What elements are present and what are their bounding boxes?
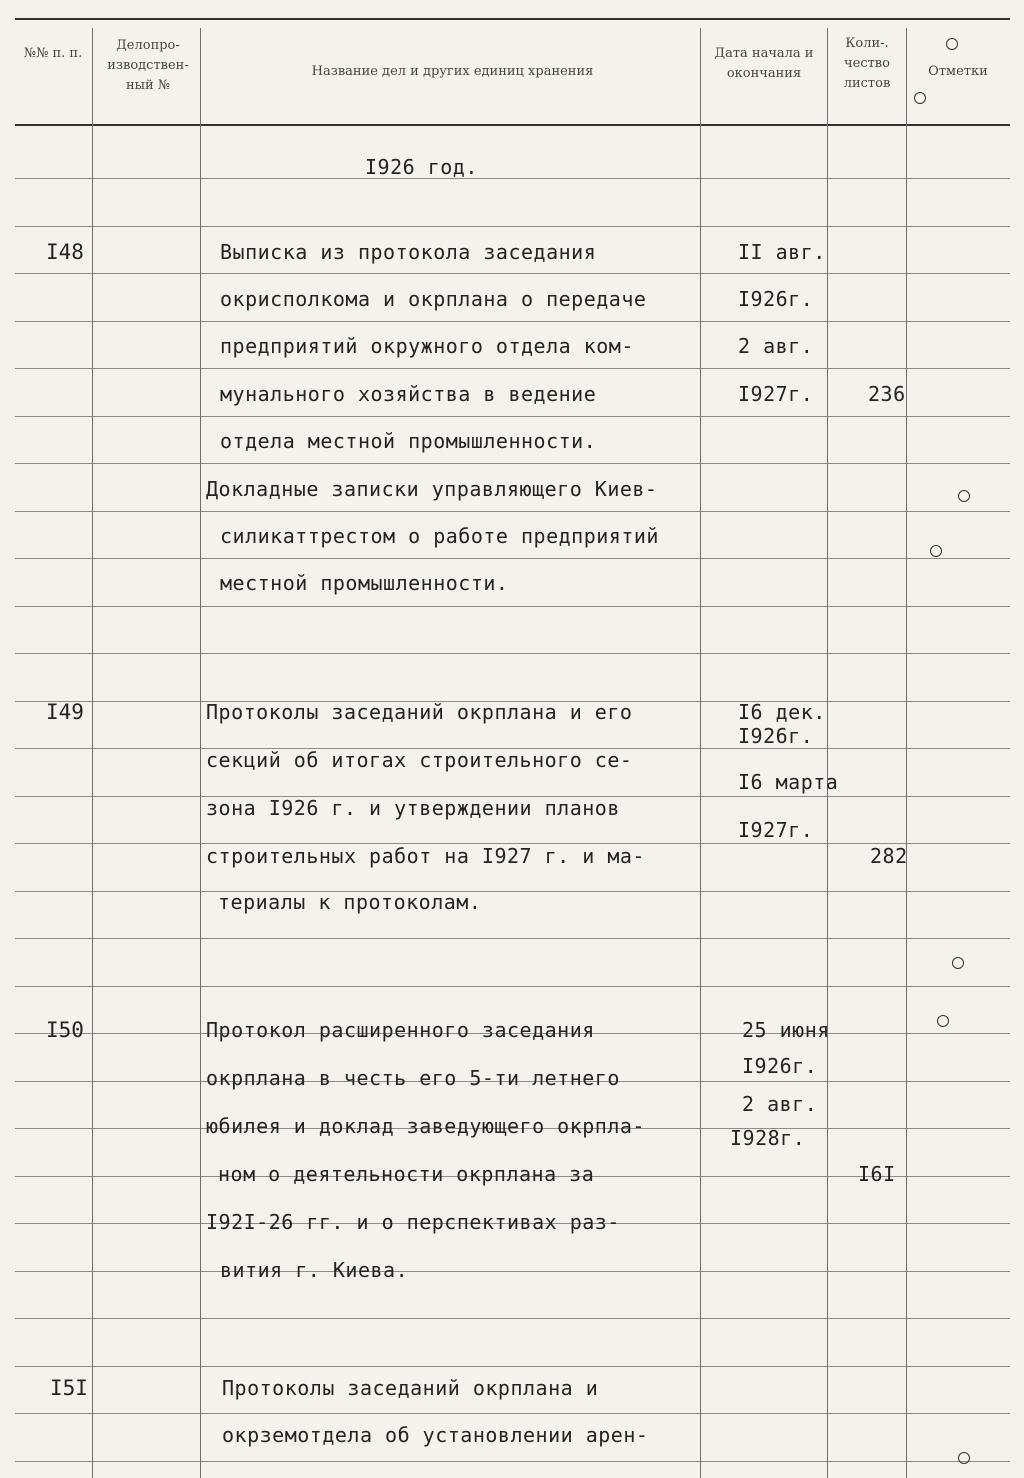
header-col-notes: Отметки <box>928 64 988 79</box>
row-rule <box>15 416 1010 417</box>
row-rule <box>15 606 1010 607</box>
row-rule <box>15 463 1010 464</box>
entry-sheet-count: 236 <box>868 382 906 406</box>
entry-title-line: мунального хозяйства в ведение <box>220 382 597 406</box>
entry-number: I48 <box>46 240 84 264</box>
entry-title-line: зона I926 г. и утверждении планов <box>206 796 620 820</box>
entry-title-line: секций об итогах строительного се- <box>206 748 633 772</box>
column-divider <box>200 28 201 1478</box>
entry-date-line: I6 марта <box>738 770 839 794</box>
row-rule <box>15 1413 1010 1414</box>
entry-date-line: 25 июня <box>742 1018 830 1042</box>
margin-ring <box>958 1452 970 1464</box>
entry-title-line: Протоколы заседаний окрплана и <box>222 1376 599 1400</box>
margin-ring <box>930 545 942 557</box>
entry-date-line: I926г. <box>738 287 814 311</box>
entry-number: I5I <box>50 1376 88 1400</box>
entry-title-line: I92I-26 гг. и о перспективах раз- <box>206 1210 620 1234</box>
header-col-number: №№ п. п. <box>23 46 83 61</box>
header-bottom-border <box>15 124 1010 126</box>
row-rule <box>15 653 1010 654</box>
entry-title-line: предприятий окружного отдела ком- <box>220 334 634 358</box>
entry-sheet-count: I6I <box>858 1162 896 1186</box>
entry-title-line: териалы к протоколам. <box>218 890 482 914</box>
row-rule <box>15 273 1010 274</box>
margin-ring <box>958 490 970 502</box>
column-divider <box>906 28 907 1478</box>
entry-date-line: I926г. <box>738 724 814 748</box>
entry-title-line: окрземотдела об установлении арен- <box>222 1423 649 1447</box>
row-rule <box>15 321 1010 322</box>
entry-title-line: строительных работ на I927 г. и ма- <box>206 844 645 868</box>
entry-number: I50 <box>46 1018 84 1042</box>
entry-title-line: окрплана в честь его 5-ти летнего <box>206 1066 620 1090</box>
column-divider <box>92 28 93 1478</box>
entry-date-line: 2 авг. <box>742 1092 818 1116</box>
entry-date-line: I927г. <box>738 818 814 842</box>
entry-title-line: Докладные записки управляющего Киев- <box>206 477 658 501</box>
margin-ring <box>952 957 964 969</box>
row-rule <box>15 1461 1010 1462</box>
entry-title-line: ном о деятельности окрплана за <box>218 1162 595 1186</box>
entry-title-line: силикаттрестом о работе предприятий <box>220 524 659 548</box>
entry-date-line: I927г. <box>738 382 814 406</box>
entry-number: I49 <box>46 700 84 724</box>
row-rule <box>15 178 1010 179</box>
row-rule <box>15 1271 1010 1272</box>
year-heading: I926 год. <box>365 155 478 179</box>
column-divider <box>700 28 701 1478</box>
top-border <box>15 18 1010 20</box>
entry-title-line: Протоколы заседаний окрплана и его <box>206 700 633 724</box>
margin-ring <box>946 38 958 50</box>
entry-title-line: вития г. Киева. <box>220 1258 409 1282</box>
entry-date-line: II авг. <box>738 240 826 264</box>
column-divider <box>827 28 828 1478</box>
header-col-title: Название дел и других единиц хранения <box>311 64 594 79</box>
row-rule <box>15 368 1010 369</box>
entry-date-line: I926г. <box>742 1054 818 1078</box>
margin-ring <box>914 92 926 104</box>
entry-title-line: местной промышленности. <box>220 571 509 595</box>
entry-date-line: I928г. <box>730 1126 806 1150</box>
row-rule <box>15 226 1010 227</box>
row-rule <box>15 1318 1010 1319</box>
entry-title-line: окрисполкома и окрплана о передаче <box>220 287 647 311</box>
row-rule <box>15 986 1010 987</box>
entry-title-line: юбилея и доклад заведующего окрпла- <box>206 1114 645 1138</box>
entry-date-line: I6 дек. <box>738 700 826 724</box>
row-rule <box>15 891 1010 892</box>
margin-ring <box>937 1015 949 1027</box>
entry-sheet-count: 282 <box>870 844 908 868</box>
header-col-sheets: Коли-. чество листов <box>843 36 891 91</box>
row-rule <box>15 558 1010 559</box>
header-col-dates: Дата начала и окончания <box>714 46 814 81</box>
row-rule <box>15 1366 1010 1367</box>
row-rule <box>15 938 1010 939</box>
header-col-office-number: Делопро- изводствен- ный № <box>107 38 189 93</box>
entry-title-line: Выписка из протокола заседания <box>220 240 597 264</box>
entry-title-line: отдела местной промышленности. <box>220 429 597 453</box>
entry-date-line: 2 авг. <box>738 334 814 358</box>
row-rule <box>15 511 1010 512</box>
entry-title-line: Протокол расширенного заседания <box>206 1018 595 1042</box>
